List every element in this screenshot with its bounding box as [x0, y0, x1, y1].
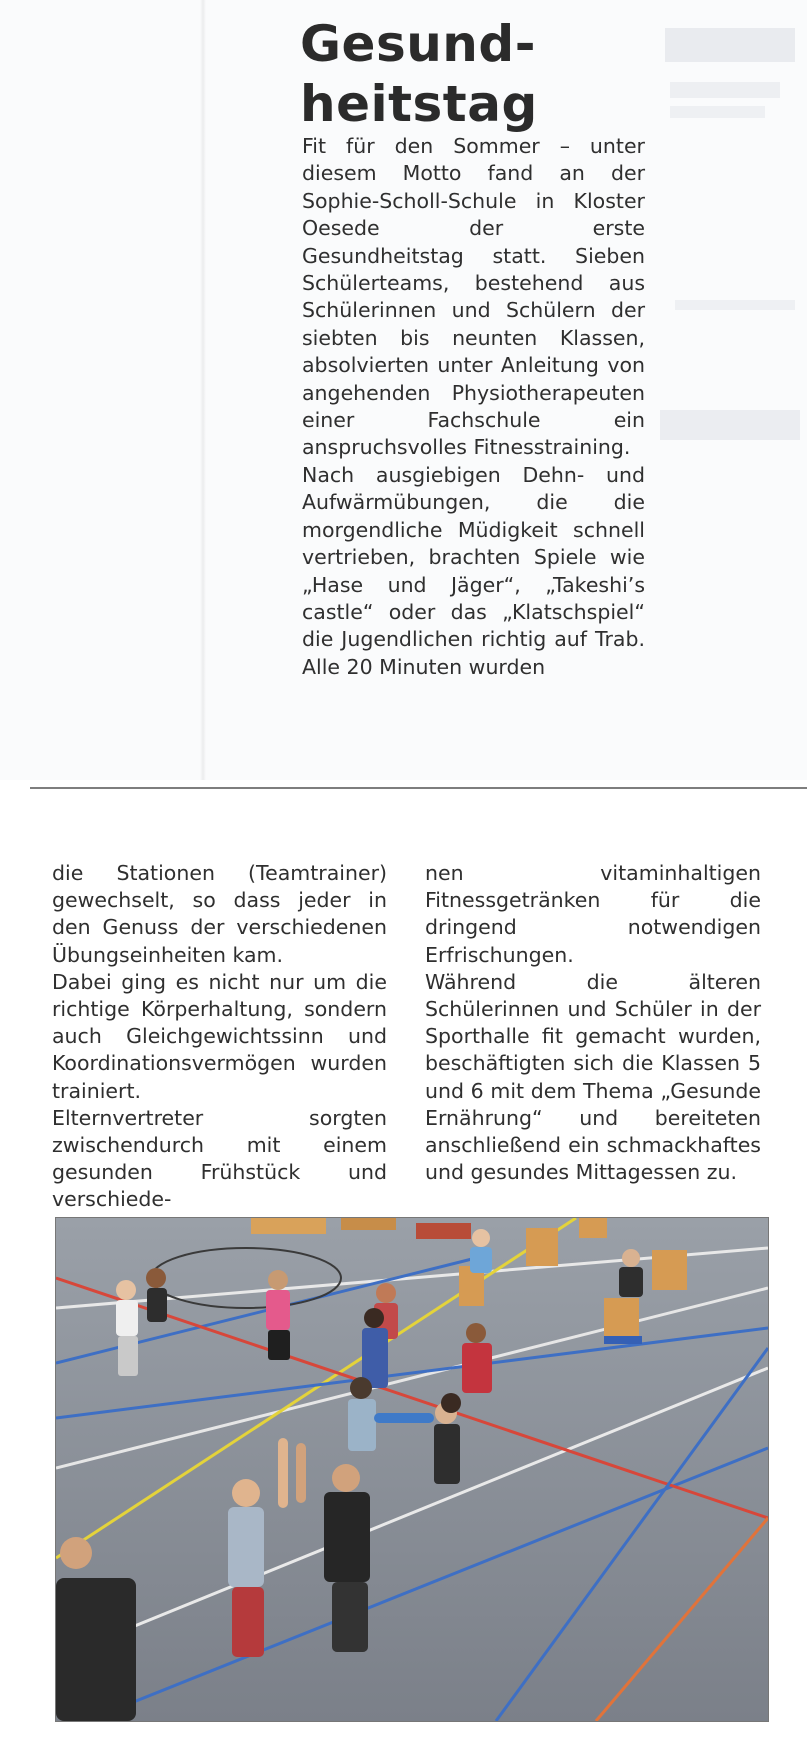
article-paragraph: Nach ausgiebigen Dehn- und Aufwärmübungen, die die morgendliche Müdigkeit schnell vertrieben, brachten Spiele wie „Hase und Jäger“, „Takeshi’s castle“ oder das „Klatschspiel“ die Jugendlichen richtig auf Trab. Alle 20 Minuten wurden [302, 462, 645, 679]
article-paragraph: nen vitaminhaltigen Fitnessgetränken für die dringend notwendigen Erfrischungen. [425, 861, 761, 967]
article-paragraph: die Stationen (Teamtrainer) gewechselt, so dass jeder in den Genuss der verschiedenen Übungseinheiten kam. [52, 861, 387, 967]
headline-line-2: heitstag [300, 75, 538, 133]
paper-fold-shadow [200, 0, 206, 780]
article-column-left [52, 860, 387, 1214]
article-paragraph: Während die älteren Schülerinnen und Schüler in der Sporthalle fit gemacht wurden, beschäftigten sich die Klassen 5 und 6 mit dem Thema „Gesunde Ernährung“ und bereiteten anschließend ein schmackhaftes und gesundes Mittagessen zu. [425, 969, 761, 1185]
article-paragraph: Fit für den Sommer – unter diesem Motto fand an der Sophie-Scholl-Schule in Kloster Oesede der erste Gesundheitstag statt. Sieben Schülerteams, bestehend aus Schülerinnen und Schülern der siebten bis neunten Klassen, absolvierten unter Anleitung von angehenden Physiotherapeuten einer Fachschule ein anspruchsvolles Fitnesstraining. [302, 134, 645, 460]
article-paragraph: Dabei ging es nicht nur um die richtige Körperhaltung, sondern auch Gleichgewichtssinn und Koordinationsvermögen wurden trainiert. [52, 969, 387, 1103]
article-column-right [425, 860, 761, 1186]
top-clipping [0, 0, 807, 780]
article-headline [300, 14, 538, 134]
bleed-through-text [655, 0, 807, 470]
article-paragraph: Elternvertreter sorgten zwischendurch mit einem gesunden Frühstück und verschiede- [52, 1105, 387, 1212]
headline-line-1: Gesund- [300, 15, 536, 73]
gym-photo [55, 1217, 769, 1722]
clipping-divider-line [30, 787, 807, 789]
article-column-top [302, 133, 645, 681]
gym-photo-icon [56, 1218, 768, 1721]
